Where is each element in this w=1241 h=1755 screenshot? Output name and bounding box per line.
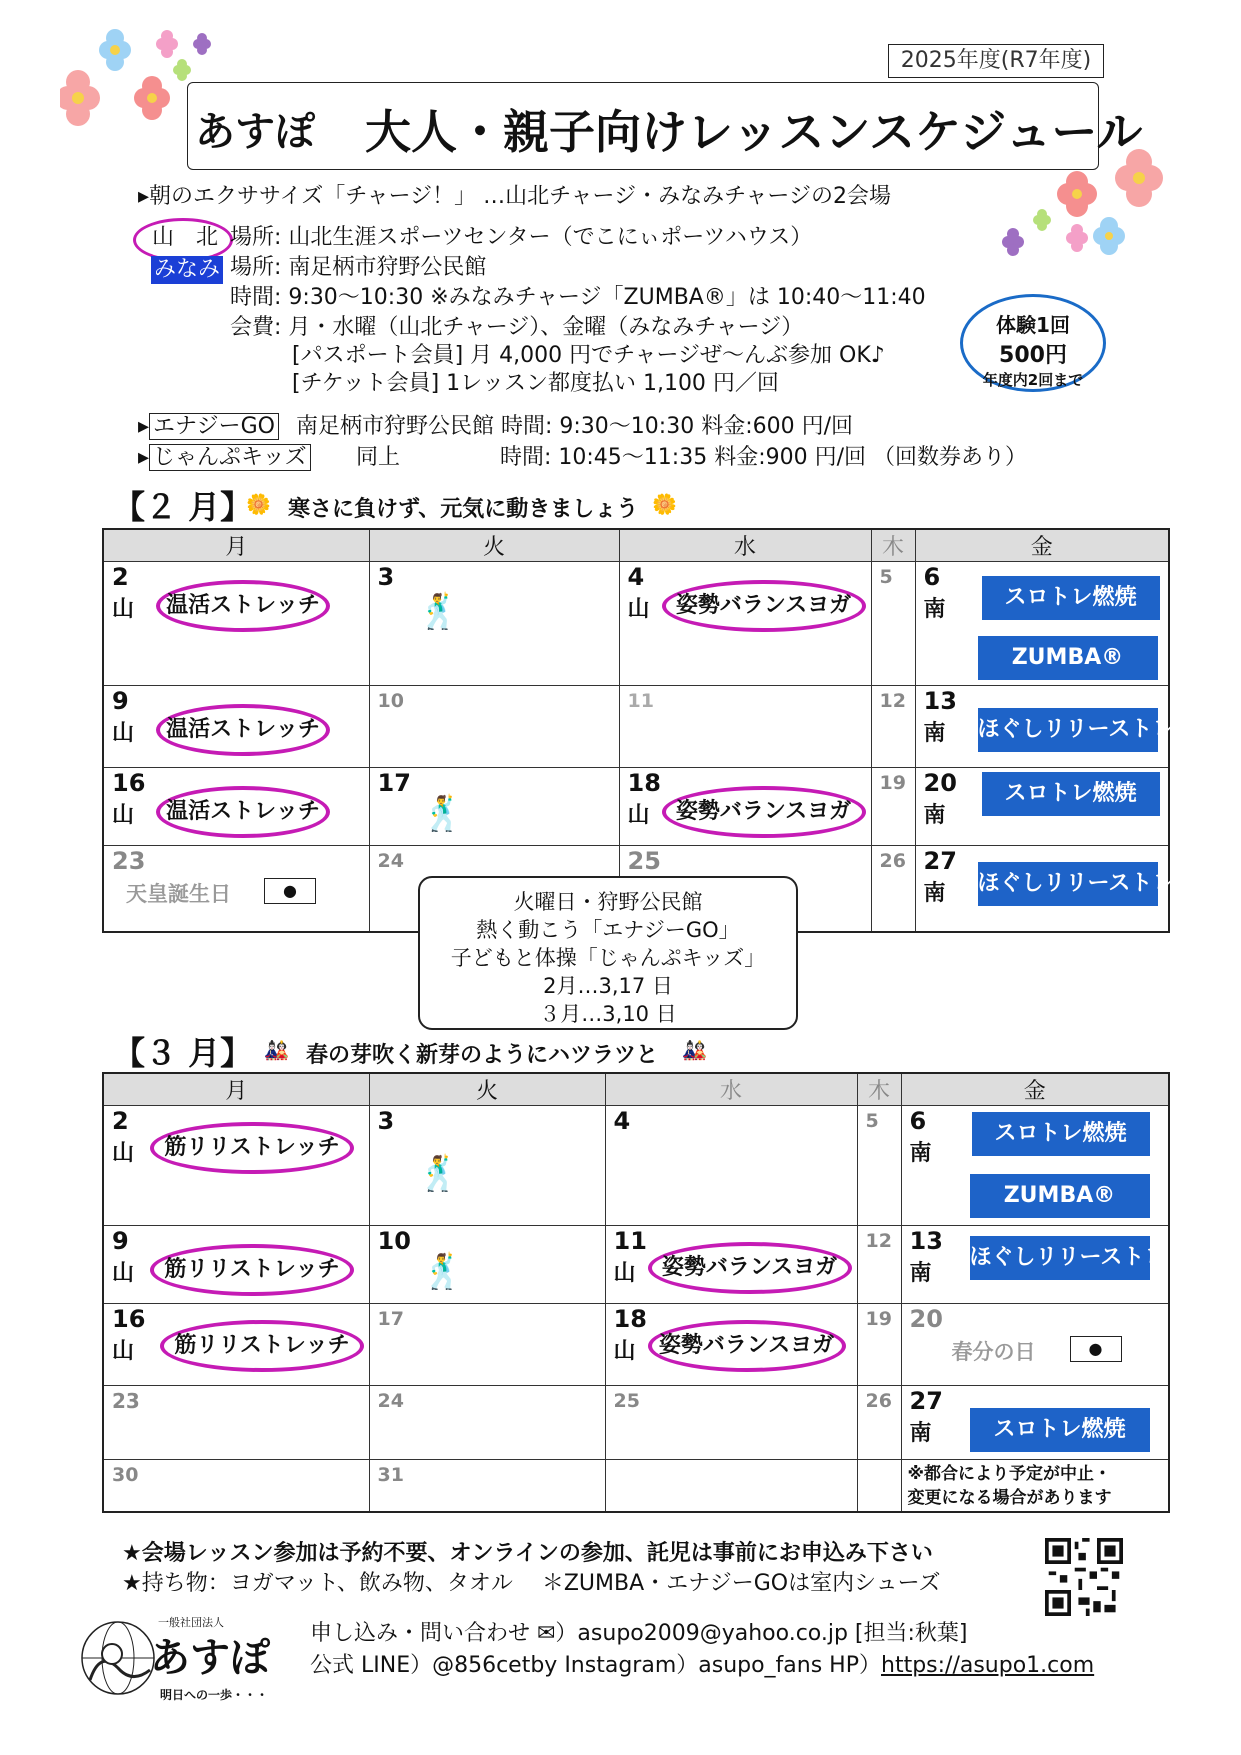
day-number: 10 [377,1227,411,1255]
day-cell [619,686,871,768]
day-cell [605,1106,857,1226]
day-cell [103,686,369,768]
feb-subtitle: 寒さに負けず、元気に動きましょう [288,497,639,522]
dancer-icon: 🕺 [421,1252,464,1292]
day-cell [103,1386,369,1460]
lesson-button: スロトレ燃焼 [970,1408,1150,1452]
day-number: 5 [865,1110,879,1132]
day-cell [103,846,369,932]
hina-doll-icon: 🎎 [682,1038,707,1062]
holiday-mark: ● [264,878,316,904]
dancer-icon: 🕺 [421,794,464,834]
logo-name: あすぽ [150,1634,270,1681]
day-number: 30 [112,1464,139,1486]
minami-place: 場所: 南足柄市狩野公民館 [230,255,487,280]
jump-kids-name: じゃんぷキッズ [149,444,311,471]
venue-label: 山 [627,803,650,828]
feb-heading: 【２ 月】 [113,488,253,526]
day-cell [605,1304,857,1386]
schedule-note [908,1462,1112,1510]
trial-limit: 年度内2回まで [982,371,1084,389]
day-cell [369,1304,605,1386]
flower-icon: 🌼 [246,492,271,516]
lesson-button: ZUMBA® [970,1174,1150,1218]
day-cell [605,1386,857,1460]
dancer-icon: 🕺 [417,1154,460,1194]
day-number: 20 [923,769,957,797]
venue-label: 南 [923,721,946,746]
day-number: 6 [923,563,941,591]
day-cell [605,1460,857,1512]
lesson-oval: 温活ストレッチ [156,580,330,632]
day-cell [901,1226,1169,1304]
callout-line: 熱く動こう「エナジーGO」 [476,918,740,942]
day-cell [103,768,369,846]
lesson-oval: 筋リリストレッチ [160,1320,364,1372]
venue-label: 山 [627,597,650,622]
day-number: 17 [377,1308,404,1330]
ticket-member: [チケット会員] 1レッスン都度払い 1,100 円／回 [292,371,779,396]
day-cell [369,768,619,846]
day-cell [871,768,915,846]
weekday-header: 火 [369,1073,605,1106]
lesson-oval: 筋リリストレッチ [150,1244,354,1296]
holiday-mark: ● [1070,1336,1122,1362]
qr-code [1045,1538,1123,1616]
weekday-header: 水 [605,1073,857,1106]
venue-label: 山 [112,1339,135,1364]
logo-small-text: 一般社団法人 [158,1616,224,1629]
day-cell [369,1386,605,1460]
callout-line: ３月…3,10 日 [539,1002,677,1026]
day-cell [901,1106,1169,1226]
venue-label: 南 [909,1261,932,1286]
callout-line: 火曜日・狩野公民館 [513,890,703,914]
venue-label: 山 [112,803,135,828]
weekday-header: 金 [901,1073,1169,1106]
venue-label: 南 [909,1141,932,1166]
lesson-button: スロトレ燃焼 [982,576,1160,620]
day-cell [619,562,871,686]
day-cell [369,1106,605,1226]
day-number: 19 [879,772,906,794]
weekday-header: 火 [369,529,619,562]
lesson-button: スロトレ燃焼 [972,1112,1150,1156]
day-number: 25 [613,1390,640,1412]
trial-badge [960,294,1106,392]
day-cell [103,1226,369,1304]
minami-label: みなみ [151,256,223,284]
day-cell [871,686,915,768]
day-cell [857,1106,901,1226]
trial-line1: 体験1回 [996,313,1070,337]
day-cell [915,846,1175,932]
day-cell [871,562,915,686]
venue-label: 山 [112,1141,135,1166]
yamakita-place: 場所: 山北生涯スポーツセンター（でこにぃポーツハウス） [230,225,813,250]
tuesday-callout [418,876,798,1030]
lesson-oval: 姿勢バランスヨガ [648,1242,852,1294]
day-cell [871,846,915,932]
day-cell [857,1386,901,1460]
lesson-button: ほぐしリリーストレ [978,708,1158,752]
lesson-oval: 温活ストレッチ [156,704,330,756]
lesson-oval: 筋リリストレッチ [150,1122,354,1174]
day-cell [857,1304,901,1386]
day-cell [103,562,369,686]
note-line: ※都合により予定が中止・ [907,1464,1112,1484]
day-number: 3 [377,563,395,591]
day-cell [915,562,1169,686]
day-number: 18 [627,769,661,797]
weekday-header: 月 [103,529,369,562]
venue-label: 山 [112,597,135,622]
energy-go-row: ▸ エナジーGO [138,412,279,442]
day-number: 26 [879,850,906,872]
charge-fee: 会費: 月・水曜（山北チャージ）、金曜（みなみチャージ） [230,315,804,340]
homepage-link[interactable]: https://asupo1.com [881,1653,1095,1678]
org-name: あすぽ [195,109,315,155]
passport-member: [パスポート会員] 月 4,000 円でチャージぜ～んぶ参加 OK♪ [292,343,885,368]
footer-note-2: ★持ち物：ヨガマット、飲み物、タオル ＊ZUMBA・エナジーGOは室内シューズ [122,1571,941,1596]
day-number: 19 [865,1308,892,1330]
weekday-header: 木 [871,529,915,562]
day-cell [619,768,871,846]
day-cell [857,1226,901,1304]
venue-label: 南 [909,1421,932,1446]
day-number: 18 [613,1305,647,1333]
day-cell [605,1226,857,1304]
day-cell [103,1106,369,1226]
dancer-icon: 🕺 [417,592,460,632]
yamakita-label: 山 北 [152,225,219,250]
sns-line [310,1648,1094,1679]
day-number: 31 [377,1464,404,1486]
flower-icon: 🌼 [652,492,677,516]
day-number: 27 [923,847,957,875]
venue-label: 山 [613,1261,636,1286]
day-number: 23 [112,1389,140,1413]
jump-kids-detail: 時間: 10:45～11:35 料金:900 円/回 （回数券あり） [500,445,1028,470]
day-cell [369,1226,605,1304]
day-cell [857,1460,901,1512]
footer-note-1: ★会場レッスン参加は予約不要、オンラインの参加、託児は事前にお申込み下さい [122,1541,933,1566]
venue-label: 山 [613,1339,636,1364]
day-number: 27 [909,1387,943,1415]
contact-line: 申し込み・問い合わせ ✉）asupo2009@yahoo.co.jp [担当:秋葉] [310,1621,968,1646]
callout-line: 2月…3,17 日 [543,974,673,998]
day-number: 11 [613,1227,647,1255]
holiday-label: 天皇誕生日 [126,882,231,906]
day-number: 24 [377,1390,404,1412]
mar-subtitle: 春の芽吹く新芽のようにハツラツと [306,1043,659,1068]
day-number: 26 [865,1390,892,1412]
day-cell [369,1460,605,1512]
day-number: 2 [112,563,129,591]
lesson-button: スロトレ燃焼 [982,772,1160,816]
lesson-oval: 姿勢バランスヨガ [648,1320,846,1372]
day-cell [901,1386,1169,1460]
charge-time: 時間: 9:30～10:30 ※みなみチャージ「ZUMBA®」は 10:40～11:40 [230,285,926,310]
energy-go-name: エナジーGO [149,413,279,440]
trial-price: 500円 [999,343,1067,368]
day-number: 2 [112,1107,129,1135]
weekday-header: 水 [619,529,871,562]
day-number: 3 [377,1107,395,1135]
lesson-oval: 姿勢バランスヨガ [662,580,866,632]
day-cell [103,1304,369,1386]
day-number: 13 [909,1227,943,1255]
page-title: 大人・親子向けレッスンスケジュール [365,105,1143,159]
day-number: 4 [613,1107,631,1135]
day-number: 6 [909,1107,927,1135]
day-number: 9 [112,687,129,715]
day-number: 5 [879,566,893,588]
day-number: 12 [879,690,906,712]
jump-kids-same: 同上 [356,445,401,470]
hina-doll-icon: 🎎 [264,1038,289,1062]
venue-label: 南 [923,597,946,622]
mar-heading: 【３ 月】 [113,1034,253,1072]
day-number: 16 [112,1305,146,1333]
day-number: 12 [865,1230,892,1252]
day-cell [369,562,619,686]
day-cell [915,768,1169,846]
day-number: 4 [627,563,645,591]
day-number: 20 [909,1305,943,1333]
day-number: 10 [377,690,404,712]
callout-line: 子どもと体操「じゃんぷキッズ」 [450,946,766,970]
charge-heading: ▸朝のエクササイズ「チャージ！」 …山北チャージ・みなみチャージの2会場 [138,184,891,209]
lesson-oval: 温活ストレッチ [156,786,330,838]
note-line: 変更になる場合があります [907,1488,1112,1508]
venue-label: 南 [923,881,946,906]
lesson-button: ZUMBA® [978,636,1158,680]
day-number: 25 [627,847,661,875]
lesson-button: ほぐしリリーストレ [970,1236,1150,1280]
day-cell [103,1460,369,1512]
weekday-header: 月 [103,1073,369,1106]
feb-calendar [102,528,1175,933]
mar-calendar [102,1072,1170,1513]
weekday-header: 木 [857,1073,901,1106]
fiscal-year-label: 2025年度(R7年度) [888,44,1104,78]
weekday-header: 金 [915,529,1169,562]
day-number: 24 [377,850,404,872]
day-cell [915,686,1175,768]
logo-tagline: 明日への一歩・・・ [160,1688,269,1702]
day-number: 17 [377,769,411,797]
day-number: 16 [112,769,146,797]
day-number: 11 [627,690,654,712]
jump-kids-row: ▸ じゃんぷキッズ [138,443,311,473]
day-cell [901,1460,1169,1512]
day-cell [901,1304,1169,1386]
day-number: 9 [112,1227,129,1255]
energy-go-detail: 南足柄市狩野公民館 時間: 9:30～10:30 料金:600 円/回 [296,414,854,439]
day-number: 13 [923,687,957,715]
venue-label: 南 [923,803,946,828]
venue-label: 山 [112,1261,135,1286]
venue-label: 山 [112,721,135,746]
sns-text: 公式 LINE）@856cetby Instagram）asupo_fans HP） [310,1653,881,1678]
day-number: 23 [112,847,146,875]
lesson-button: ほぐしリリーストレ [978,862,1158,906]
day-cell [369,686,619,768]
holiday-label: 春分の日 [951,1340,1036,1364]
lesson-oval: 姿勢バランスヨガ [662,786,866,838]
